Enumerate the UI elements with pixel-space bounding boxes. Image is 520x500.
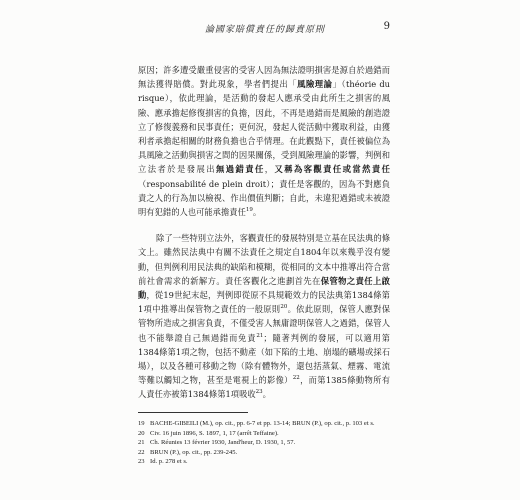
footnote-number: 23: [138, 458, 145, 466]
term-custody-liability: 保管物之責任上啟動: [138, 275, 390, 301]
footnote-ref-21[interactable]: 21: [256, 332, 264, 339]
page-number: 9: [383, 21, 390, 32]
footnote-ref-19[interactable]: 19: [245, 207, 253, 214]
footnote-text: BACHE-GIBEILI (M.), op. cit., pp. 6-7 et pp. 13-14; BRUN (P.), op. cit., p. 103 et s.: [150, 420, 375, 427]
footnote-item: [138, 429, 398, 439]
paragraph-2-text-b: ，從19世紀末起，判例即從原不具規範效力的民法典第1384條第1項中推導出保管物之責任的一般原則: [138, 290, 390, 315]
footnote-text: Id. p. 278 et s.: [150, 458, 188, 466]
footnotes: [138, 419, 398, 467]
paragraph-1-text-a: 原因；許多遭受嚴重侵害的受害人因為無法證明損害是源自於過錯而無法獲得賠償。對此現象，學者們提出「: [138, 65, 390, 90]
footnote-item: [138, 419, 398, 429]
paragraph-1-text-c: ，: [264, 164, 275, 175]
footnote-text: BRUN (P.), op. cit., pp. 239-245.: [150, 448, 238, 456]
footnote-number: 20: [138, 429, 145, 437]
term-risk-theory: 風險理論: [297, 79, 333, 90]
paragraph-2: [138, 231, 390, 401]
footnote-text: Civ. 16 juin 1896, S. 1897, 1, 17 (arrêt Teffaine).: [150, 429, 279, 437]
footnote-item: [138, 438, 398, 448]
paragraph-2-text-f: 。: [262, 389, 271, 400]
footnote-number: 22: [138, 448, 145, 456]
footnote-number: 19: [138, 420, 145, 427]
footnote-item: [138, 457, 398, 467]
paragraph-1: [138, 63, 390, 219]
running-title: 論國家賠償責任的歸責原則: [204, 25, 325, 35]
term-objective-liability: 又稱為客觀責任或當然責任: [274, 164, 390, 175]
paragraph-1-text-b: 」（théorie du risque），依此理論，是活動的發起人應承受由此所生之損害的風險、應承擔起修復損害的負擔，因此，不再是過錯而是風險的創造證立了修復義務和民事責任；更何況，發起人從活動中獲取利益，由獲利者承擔起相關的財務負擔也合乎情理。在此觀點下，責任被偏位為具風險之活動與損害之間的因果關係，受到風險理論的影響，判例和立法者於是發展出: [138, 79, 390, 175]
footnote-number: 21: [138, 439, 145, 447]
footnote-text: Ch. Réunies 13 février 1930, Jand'heur, D. 1930, 1, 57.: [150, 439, 296, 447]
paragraph-1-text-d: （responsabilité de plein droit）；責任是客觀的，因為不對應負責之人的行為加以檢視、作出價值判斷；自此，未違犯過錯或未被證明有犯錯的人也可能承擔責任: [138, 178, 390, 218]
footnote-ref-23[interactable]: 23: [255, 389, 263, 396]
paragraph-2-text-c: 。依此原則，保管人應對保管物所造成之損害負責，不僅受害人無庸證明保管人之過錯，保管人也不能舉證自己無過錯而免責: [138, 304, 390, 343]
footnote-ref-22[interactable]: 22: [292, 375, 300, 382]
main-text: [138, 63, 390, 402]
footnote-item: [138, 448, 398, 458]
footnote-ref-20[interactable]: 20: [280, 304, 288, 311]
footnote-divider: [138, 412, 248, 413]
paragraph-2-text-e: ，而第1385條動物所有人責任亦被第1384條第1項吸收: [138, 375, 390, 400]
paragraph-1-text-e: 。: [252, 207, 262, 218]
term-no-fault-liability: 無過錯責任: [215, 164, 265, 175]
paragraph-2-text-d: ；隨著判例的發展，可以適用第1384條第1項之物，包括不動產（如下陷的土地、崩塌的礦場或採石場），以及各種可移動之物（除有體物外，還包括蒸氣、煙霧、電流等難以觸知之物，甚至是電視上的影像）: [138, 332, 390, 386]
paragraph-2-text-a: 除了一些特別立法外，客觀責任的發展特別是立基在民法典的條文上。雖然民法典中有關不法責任之規定自1804年以來幾乎沒有變動，但判例利用民法典的缺陷和模糊，從相同的文本中推導出符合當前社會需求的新解方。責任客觀化之進劃首先在: [138, 233, 390, 286]
